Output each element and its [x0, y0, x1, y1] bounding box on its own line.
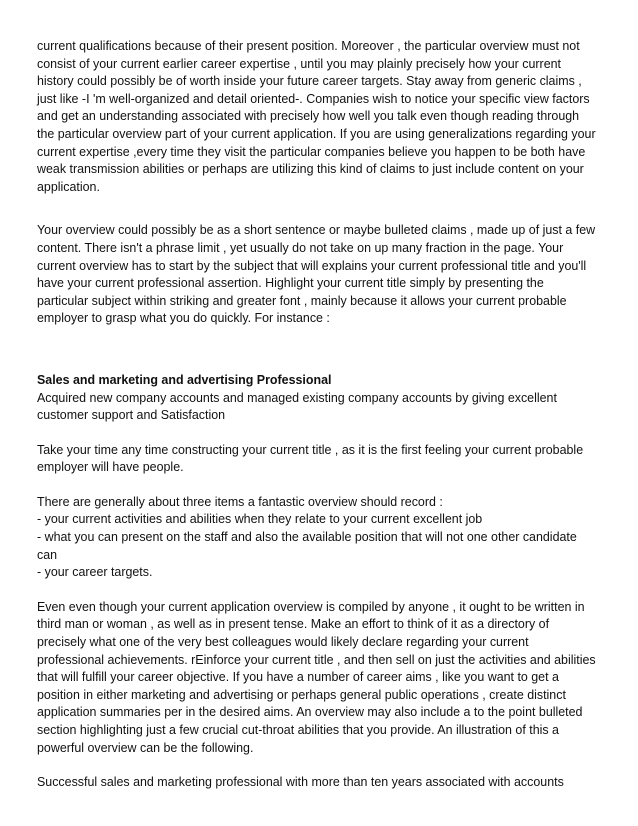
- text-line: Take your time any time constructing your current title , as it is the first feeling your current probable: [37, 442, 584, 457]
- text-line: Even even though your current application overview is compiled by anyone , it ought to be written in: [37, 599, 585, 614]
- text-line: weak transmission abilities or perhaps are utilizing this kind of claims to just include content on your: [37, 162, 584, 177]
- paragraph-title-advice: [37, 442, 607, 477]
- text-line: current expertise ,every time they visit the particular companies believe you happen to be both have: [37, 144, 586, 159]
- text-line: There are generally about three items a fantastic overview should record :: [37, 494, 443, 509]
- text-line: Successful sales and marketing professional with more than ten years associated with accounts: [37, 775, 564, 790]
- text-line: section highlighting just a few crucial cut-throat abilities that you provide. An illustration of this a: [37, 723, 559, 737]
- text-line: just like -I 'm well-organized and detail oriented-. Companies wish to notice your specific view factors: [37, 91, 590, 106]
- list-item: - your career targets.: [37, 565, 153, 580]
- text-line: current overview has to start by the subject that will explains your current professional title and you'll: [37, 258, 587, 273]
- paragraph-three-items: [37, 494, 607, 582]
- text-line: precisely what one of the very best colleagues would likely declare regarding your current: [37, 635, 529, 650]
- paragraph-overview-length: [37, 222, 607, 328]
- example-block: [37, 372, 607, 425]
- text-line: powerful overview can be the following.: [37, 740, 254, 755]
- document-page: [37, 38, 607, 792]
- text-line: employer to grasp what you do quickly. For instance :: [37, 311, 330, 326]
- text-line: application.: [37, 179, 100, 194]
- list-item: - what you can present on the staff and also the available position that will not one other candidate: [37, 530, 577, 545]
- text-line: particular subject within striking and greater font , mainly because it allows your current probable: [37, 293, 567, 308]
- text-line: content. There isn't a phrase limit , yet usually do not take on up many fraction in the page. Your: [37, 240, 564, 255]
- text-line: history could possibly be of worth inside your future career targets. Stay away from generic claims ,: [37, 74, 582, 89]
- list-item: - your current activities and abilities when they relate to your current excellent job: [37, 512, 483, 527]
- text-line: have your current professional assertion. Highlight your current title simply by presenting the: [37, 276, 544, 291]
- text-line: consist of your current earlier career expertise , until you may plainly precisely how your current: [37, 56, 561, 71]
- text-line: Your overview could possibly be as a short sentence or maybe bulleted claims , made up of just a few: [37, 223, 596, 238]
- text-line: customer support and Satisfaction: [37, 408, 226, 423]
- text-line: third man or woman , as well as in present tense. Make an effort to think of it as a directory of: [37, 617, 550, 632]
- text-line: current qualifications because of their present position. Moreover , the particular overview must not: [37, 39, 580, 53]
- text-line: position in either marketing and advertising or perhaps general public operations , create distinct: [37, 687, 566, 702]
- text-line: and get an understanding associated with precisely how well you talk even though reading through: [37, 109, 580, 124]
- text-line: employer will have people.: [37, 460, 184, 475]
- paragraph-qualifications: [37, 38, 607, 196]
- paragraph-third-person: [37, 599, 607, 757]
- text-line: that will fulfill your career objective. If you have a number of career aims , like you want to get a: [37, 670, 559, 685]
- text-line: application summaries per in the desired aims. An overview may also include a to the point bulleted: [37, 705, 583, 720]
- example-heading: Sales and marketing and advertising Professional: [37, 372, 332, 387]
- text-line: professional achievements. rEinforce your current title , and then sell on just the activities and abilities: [37, 652, 596, 667]
- text-line: the particular overview part of your current application. If you are using generalizations regarding your: [37, 126, 596, 141]
- list-item-continuation: can: [37, 547, 58, 562]
- paragraph-example-summary: [37, 774, 607, 792]
- text-line: Acquired new company accounts and managed existing company accounts by giving excellent: [37, 390, 557, 405]
